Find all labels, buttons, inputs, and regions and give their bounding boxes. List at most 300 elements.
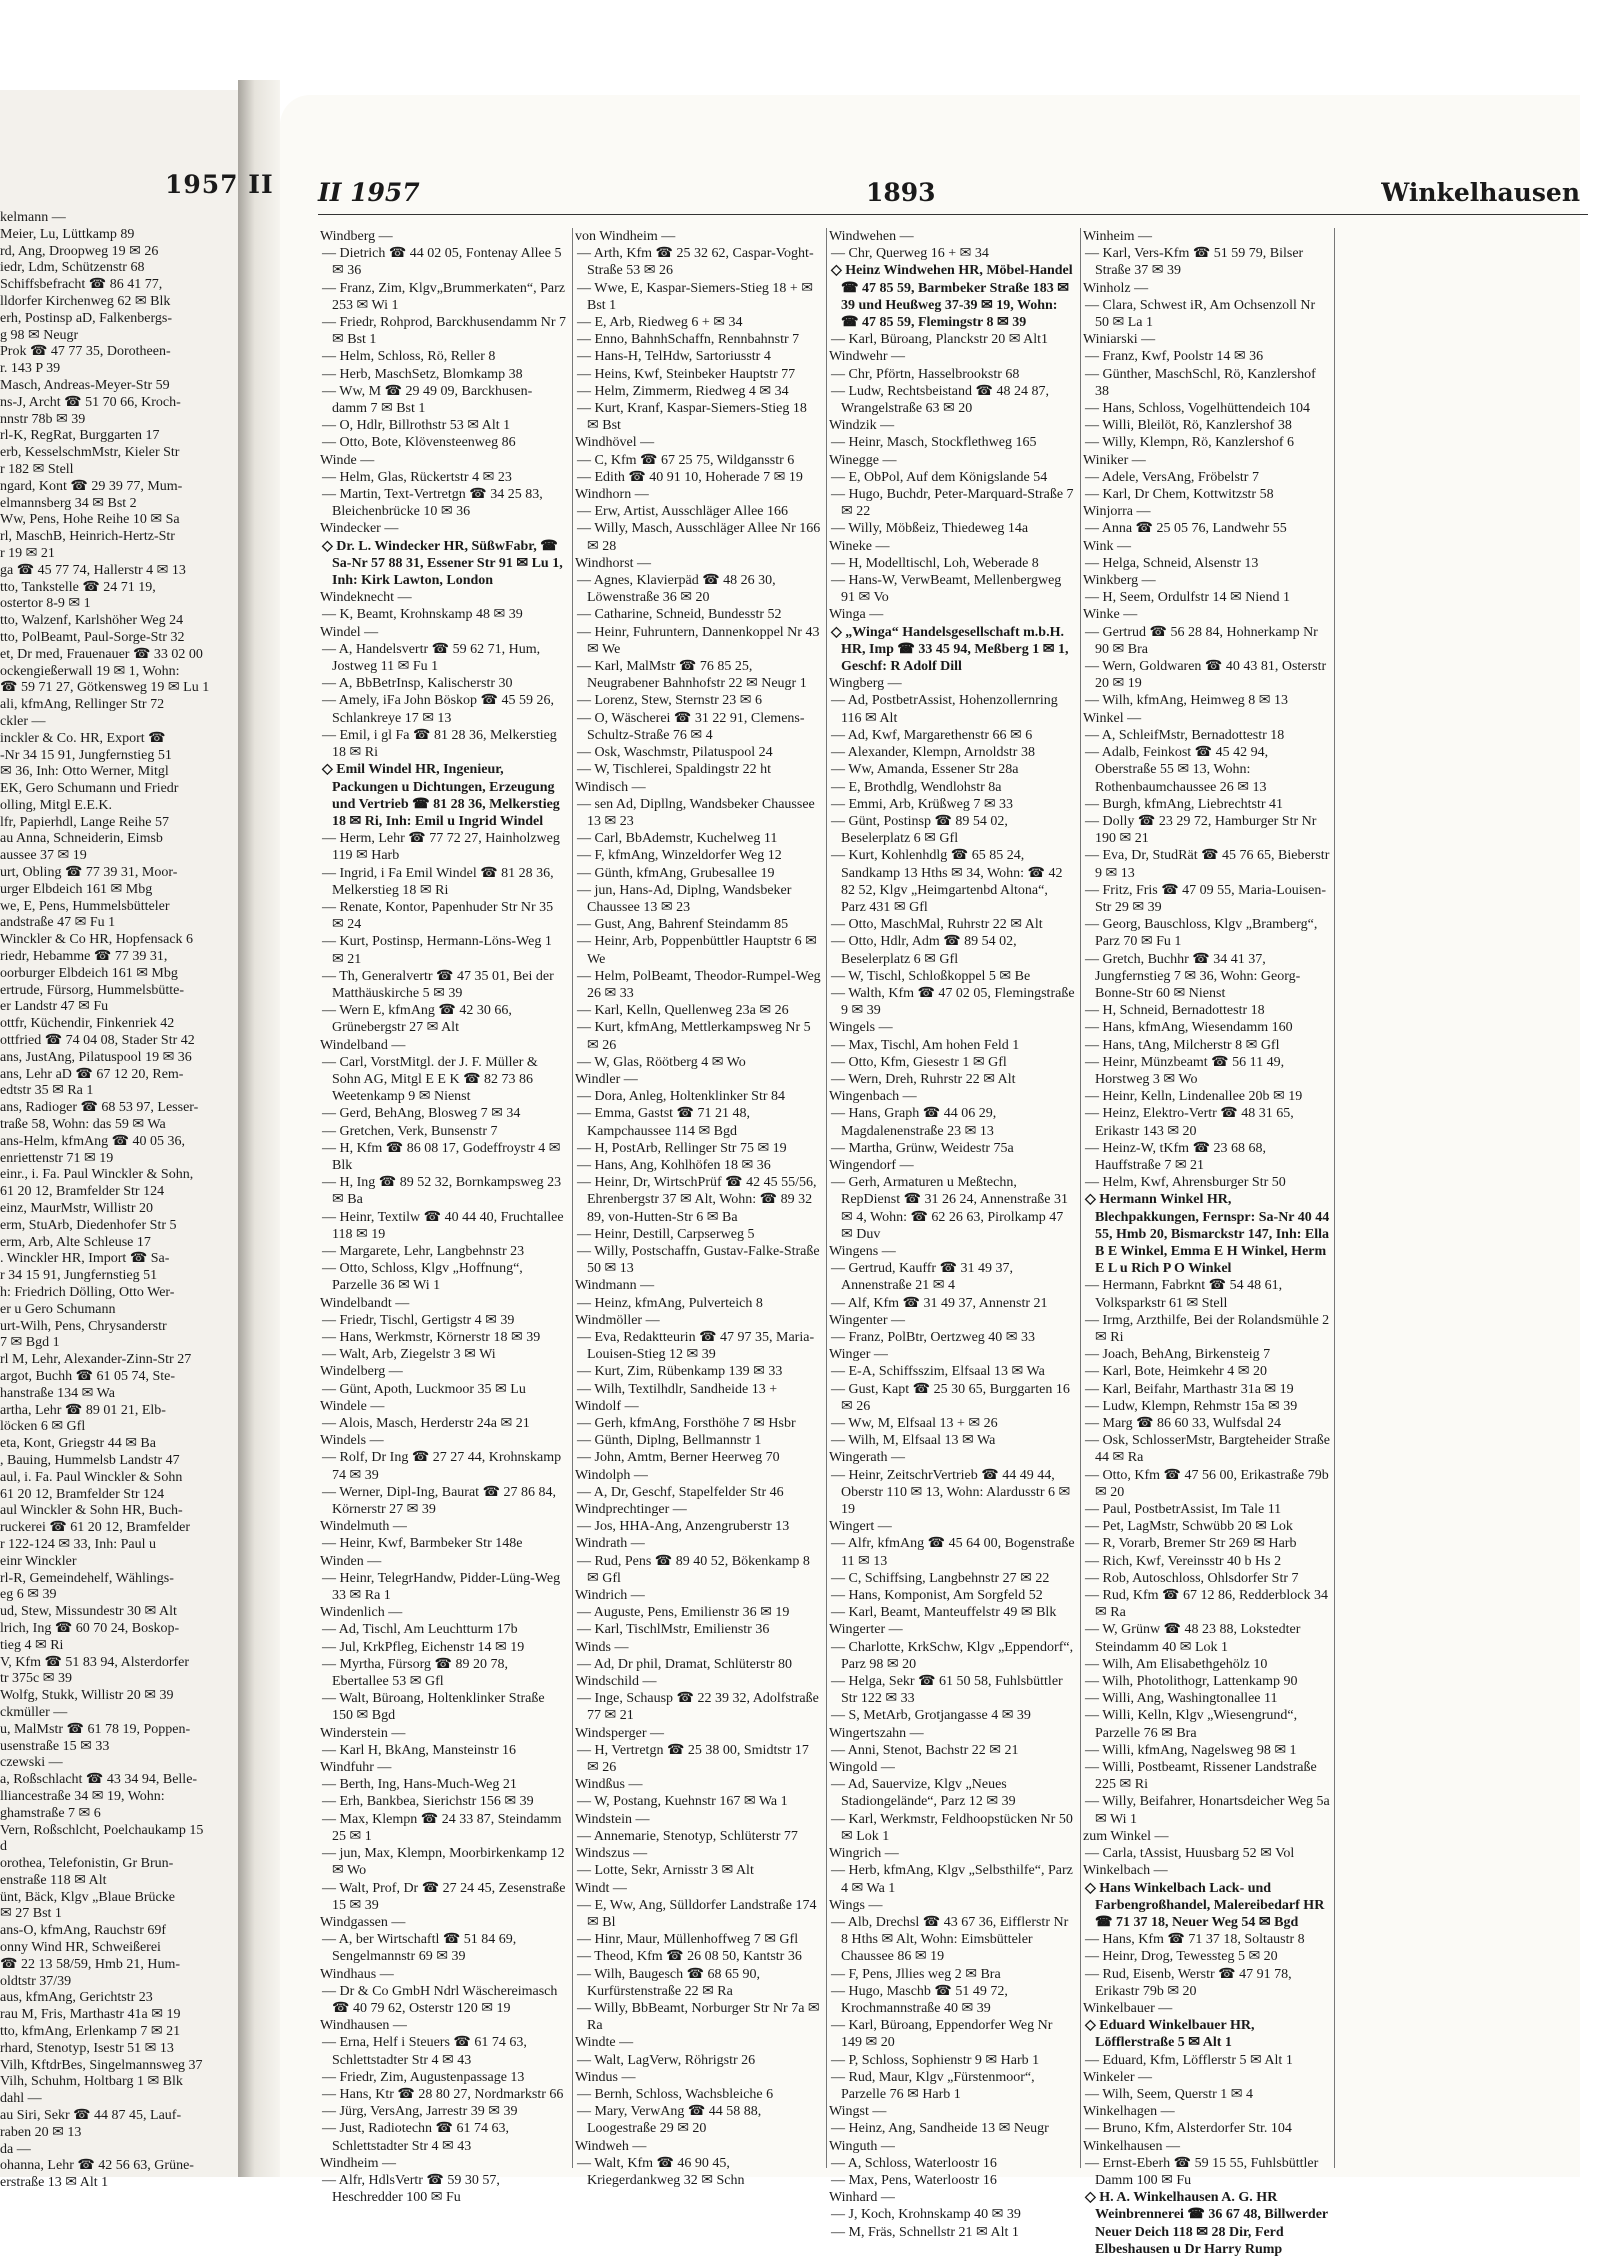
firm-entry: ◇ Emil Windel HR, Ingenieur, Packungen u Dichtungen, Erzeugung und Vertrieb ☎ 81 28 36, Melkerstieg 18 ✉ Ri, Inh: Emil u Ingrid Windel xyxy=(322,762,560,829)
directory-entry: — Carl, BbAdemstr, Kuchelweg 11 xyxy=(577,831,778,847)
directory-entry: — Walt, LagVerw, Röhrigstr 26 xyxy=(577,2052,756,2068)
surname-heading: Winds — xyxy=(575,1639,629,1655)
left-page-line: eta, Kont, Griegstr 44 ✉ Ba xyxy=(0,1436,156,1452)
surname-heading: Windelband — xyxy=(320,1037,406,1053)
left-page-line: r 34 15 91, Jungfernstieg 51 xyxy=(0,1268,158,1284)
left-page-line: czewski — xyxy=(0,1755,63,1771)
left-page-line: Meier, Lu, Lüttkamp 89 xyxy=(0,226,135,242)
left-page-line: urt-Wilh, Pens, Chrysanderstr xyxy=(0,1318,167,1334)
directory-entry: — Willi, Bleilöt, Rö, Kanzlershof 38 xyxy=(1085,418,1292,434)
left-page-line: oorburger Elbdeich 161 ✉ Mbg xyxy=(0,965,178,981)
directory-entry: — Kurt, kfmAng, Mettlerkampsweg Nr 5 ✉ 26 xyxy=(577,1020,811,1053)
surname-heading: Windrich — xyxy=(575,1588,645,1604)
directory-entry: — Erw, Artist, Ausschläger Allee 166 xyxy=(577,504,789,520)
surname-heading: Winjorra — xyxy=(1083,504,1151,520)
left-page-line: u, MalMstr ☎ 61 78 19, Poppen- xyxy=(0,1721,191,1737)
left-page-line: aussee 37 ✉ 19 xyxy=(0,848,87,864)
left-page-line: iedr, Ldm, Schützenstr 68 xyxy=(0,260,145,276)
surname-heading: Windmann — xyxy=(575,1278,655,1294)
left-page-line: Ww, Pens, Hohe Reihe 10 ✉ Sa xyxy=(0,512,180,528)
directory-entry: — Erna, Helf i Steuers ☎ 61 74 63, Schlettstadter Str 4 ✉ 43 xyxy=(322,2035,527,2068)
directory-column-5 xyxy=(1334,228,1586,2168)
left-page-line: ✉ 36, Inh: Otto Werner, Mitgl xyxy=(0,764,169,780)
directory-entry: — C, Kfm ☎ 67 25 75, Wildgansstr 6 xyxy=(577,452,795,468)
left-page-line: rau M, Fris, Marthastr 41a ✉ 19 xyxy=(0,2007,181,2023)
surname-heading: Winguth — xyxy=(829,2138,895,2154)
directory-entry: — Heinr, Textilw ☎ 40 44 40, Fruchtallee 118 ✉ 19 xyxy=(322,1209,564,1242)
directory-entry: — Jos, HHA-Ang, Anzengruberstr 13 xyxy=(577,1519,790,1535)
surname-heading: Windfuhr — xyxy=(320,1760,392,1776)
left-page-line: tto, Walzenf, Karlshöher Weg 24 xyxy=(0,613,184,629)
directory-entry: — Heinr, Fuhruntern, Dannenkoppel Nr 43 ✉ We xyxy=(577,624,820,657)
left-page-line: r. 143 P 39 xyxy=(0,361,61,377)
directory-entry: — Gretch, Buchhr ☎ 34 41 37, Jungfernstieg 7 ✉ 36, Wohn: Georg-Bonne-Str 60 ✉ Nienst xyxy=(1085,951,1301,1001)
directory-entry: — Bernh, Schloss, Wachsbleiche 6 xyxy=(577,2086,774,2102)
directory-entry: — Hans, tAng, Milcherstr 8 ✉ Gfl xyxy=(1085,1037,1280,1053)
left-page-line: we, E, Pens, Hummelsbütteler xyxy=(0,898,170,914)
left-page-line: ud, Stew, Missundestr 30 ✉ Alt xyxy=(0,1604,177,1620)
surname-heading: Winderstein — xyxy=(320,1725,406,1741)
left-page-line: da — xyxy=(0,2141,31,2157)
directory-entry: — Dr & Co GmbH Ndrl Wäschereimasch ☎ 40 79 62, Osterstr 120 ✉ 19 xyxy=(322,1983,558,2016)
directory-entry: — Wilh, M, Elfsaal 13 ✉ Wa xyxy=(831,1433,996,1449)
surname-heading: von Windheim — xyxy=(575,229,676,244)
directory-entry: — Ww, M ☎ 29 49 09, Barckhusen-damm 7 ✉ Bst 1 xyxy=(322,383,533,417)
directory-entry: — Helga, Schneid, Alsenstr 13 xyxy=(1085,555,1259,571)
left-page-line: 61 20 12, Bramfelder Str 124 xyxy=(0,1486,165,1502)
directory-entry: — Ad, Dr phil, Dramat, Schlüterstr 80 xyxy=(577,1656,793,1672)
directory-entry: — Alfr, HdlsVertr ☎ 59 30 57, Heschredder 100 ✉ Fu xyxy=(322,2172,500,2206)
directory-entry: — Inge, Schausp ☎ 22 39 32, Adolfstraße 77 ✉ 21 xyxy=(577,1691,819,1724)
directory-entry: — Emma, Gastst ☎ 71 21 48, Kampchaussee 114 ✉ Bgd xyxy=(577,1106,750,1139)
directory-entry: — Helm, Schloss, Rö, Reller 8 xyxy=(322,349,496,365)
directory-entry: — W, Tischl, Schloßkoppel 5 ✉ Be xyxy=(831,968,1031,984)
directory-entry: — Helm, Kwf, Ahrensburger Str 50 xyxy=(1085,1175,1286,1191)
left-page-line: Winckler & Co HR, Hopfensack 6 xyxy=(0,932,194,948)
surname-heading: Winiker — xyxy=(1083,452,1146,468)
directory-columns xyxy=(318,228,1588,2257)
left-page-line: lliancestraße 34 ✉ 19, Wohn: xyxy=(0,1788,165,1804)
directory-entry: — Myrtha, Fürsorg ☎ 89 20 78, Ebertallee 53 ✉ Gfl xyxy=(322,1656,508,1690)
directory-entry: — E, Arb, Riedweg 6 + ✉ 34 xyxy=(577,315,743,331)
left-page-line: enriettenstr 71 ✉ 19 xyxy=(0,1150,114,1166)
surname-heading: Windweh — xyxy=(575,2138,647,2154)
firm-entry: ◇ Dr. L. Windecker HR, SüßwFabr, ☎ Sa-Nr 57 88 31, Essener Str 91 ✉ Lu 1, Inh: Kirk Lawton, London xyxy=(322,538,563,589)
directory-entry: — Eva, Redaktteurin ☎ 47 97 35, Maria-Louisen-Stieg 12 ✉ 39 xyxy=(577,1330,815,1363)
left-page-line: ruckerei ☎ 61 20 12, Bramfelder xyxy=(0,1520,191,1536)
directory-entry: — Heinr, Arb, Poppenbüttler Hauptstr 6 ✉ We xyxy=(577,934,817,967)
directory-entry: — Wilh, Am Elisabethgehölz 10 xyxy=(1085,1656,1268,1672)
directory-entry: — Willy, Klempn, Rö, Kanzlershof 6 xyxy=(1085,435,1295,451)
directory-entry: — Emil, i gl Fa ☎ 81 28 36, Melkerstieg 18 ✉ Ri xyxy=(322,727,557,761)
header-keyword: Winkelhausen xyxy=(1381,178,1580,207)
directory-entry: — Chr, Pförtn, Hasselbrookstr 68 xyxy=(831,366,1020,382)
directory-entry: — H, PostArb, Rellinger Str 75 ✉ 19 xyxy=(577,1140,787,1156)
left-page-line: ockengießerwall 19 ✉ 1, Wohn: xyxy=(0,663,180,679)
directory-entry: — A, Dr, Geschf, Stapelfelder Str 46 xyxy=(577,1484,784,1500)
surname-heading: Wingendorf — xyxy=(829,1157,914,1173)
surname-heading: Windolf — xyxy=(575,1398,639,1414)
firm-entry: ◇ H. A. Winkelhausen A. G. HR Weinbrennerei ☎ 36 67 48, Billwerder Neuer Deich 118 ✉ 28 Dir, Ferd Elbeshausen u Dr Harry Rump xyxy=(1085,2190,1328,2257)
directory-entry: — Agnes, Klavierpäd ☎ 48 26 30, Löwenstraße 36 ✉ 20 xyxy=(577,573,776,606)
left-page-line: oldtstr 37/39 xyxy=(0,1973,72,1989)
directory-entry: — Friedr, Tischl, Gertigstr 4 ✉ 39 xyxy=(322,1312,515,1328)
directory-entry: — Amely, iFa John Böskop ☎ 45 59 26, Schlankreye 17 ✉ 13 xyxy=(322,693,554,726)
left-page-line: tto, PolBeamt, Paul-Sorge-Str 32 xyxy=(0,629,185,645)
left-page-line: erh, Postinsp aD, Falkenbergs- xyxy=(0,310,172,326)
left-page-line: nnstr 78b ✉ 39 xyxy=(0,411,86,427)
directory-entry: — Heinr, Dr, WirtschPrüf ☎ 42 45 55/56, Ehrenbergstr 37 ✉ Alt, Wohn: ☎ 89 32 89, von-Hutten-Str 6 ✉ Ba xyxy=(577,1175,817,1225)
surname-heading: Windheim — xyxy=(320,2155,397,2171)
left-page-line: h: Friedrich Dölling, Otto Wer- xyxy=(0,1285,175,1300)
directory-entry: — Heinr, Masch, Stockflethweg 165 xyxy=(831,435,1037,451)
surname-heading: Windhausen — xyxy=(320,2018,407,2034)
directory-entry: — Max, Klempn ☎ 24 33 87, Steindamm 25 ✉ 1 xyxy=(322,1811,562,1844)
directory-entry: — Herm, Lehr ☎ 77 72 27, Hainholzweg 119 ✉ Harb xyxy=(322,831,560,864)
directory-entry: — A, Handelsvertr ☎ 59 62 71, Hum, Jostweg 11 ✉ Fu 1 xyxy=(322,641,541,675)
directory-entry: — Günth, Diplng, Bellmannstr 1 xyxy=(577,1433,762,1449)
directory-entry: — Karl, Büroang, Planckstr 20 ✉ Alt1 xyxy=(831,332,1049,348)
surname-heading: Wingenter — xyxy=(829,1312,906,1328)
left-page-line: aus, kfmAng, Gerichtstr 23 xyxy=(0,1990,153,2006)
directory-entry: — Helm, Zimmerm, Riedweg 4 ✉ 34 xyxy=(577,383,789,399)
directory-entry: — Hans, Schloss, Vogelhüttendeich 104 xyxy=(1085,401,1311,417)
directory-entry: — Renate, Kontor, Papenhuder Str Nr 35 ✉ 24 xyxy=(322,899,554,933)
directory-entry: — Eduard, Kfm, Löfflerstr 5 ✉ Alt 1 xyxy=(1085,2052,1293,2068)
directory-entry: — Karl, TischlMstr, Emilienstr 36 xyxy=(577,1622,770,1638)
directory-entry: — John, Amtm, Berner Heerweg 70 xyxy=(577,1450,780,1466)
directory-entry: — Osk, SchlosserMstr, Bargteheider Straße 44 ✉ Ra xyxy=(1085,1433,1330,1466)
left-page-line: lrich, Ing ☎ 60 70 24, Boskop- xyxy=(0,1620,180,1636)
surname-heading: Wingerter — xyxy=(829,1622,903,1638)
left-page-line: Masch, Andreas-Meyer-Str 59 xyxy=(0,377,170,393)
surname-heading: Wingens — xyxy=(829,1243,896,1259)
left-page-line: artha, Lehr ☎ 89 01 21, Elb- xyxy=(0,1402,166,1418)
directory-entry: — Hans-W, VerwBeamt, Mellenbergweg 91 ✉ Vo xyxy=(831,573,1062,606)
firm-entry: ◇ Heinz Windwehen HR, Möbel-Handel ☎ 47 85 59, Barmbeker Straße 183 ✉ 39 und Heußweg 37-39 ✉ 19, Wohn: ☎ 47 85 59, Flemingstr 8 ✉ 39 xyxy=(831,263,1073,331)
directory-entry: — Osk, Waschmstr, Pilatuspool 24 xyxy=(577,745,773,761)
surname-heading: Winkelbach — xyxy=(1083,1863,1168,1879)
surname-heading: Windsperger — xyxy=(575,1725,664,1741)
directory-entry: — Alb, Drechsl ☎ 43 67 36, Eifflerstr Nr 8 Hths ✉ Alt, Wohn: Eimsbütteler Chaussee 86 ✉ 19 xyxy=(831,1914,1069,1965)
directory-entry: — Martin, Text-Vertretgn ☎ 34 25 83, Bleichenbrücke 10 ✉ 36 xyxy=(322,487,543,520)
directory-entry: — Hans, Komponist, Am Sorgfeld 52 xyxy=(831,1588,1043,1604)
directory-entry: — Hugo, Maschb ☎ 51 49 72, Krochmannstraße 40 ✉ 39 xyxy=(831,1983,1008,2016)
left-page-line: erb, KesselschmMstr, Kieler Str xyxy=(0,445,180,461)
surname-heading: Windt — xyxy=(575,1880,627,1896)
directory-entry: — Friedr, Rohprod, Barckhusendamm Nr 7 ✉ Bst 1 xyxy=(322,315,567,348)
left-page-line: ünt, Bäck, Klgv „Blaue Brücke xyxy=(0,1889,175,1905)
directory-entry: — Heinz, Ang, Sandheide 13 ✉ Neugr xyxy=(831,2121,1049,2137)
directory-entry: — Günther, MaschSchl, Rö, Kanzlershof 38 xyxy=(1085,366,1316,399)
left-page-line: erstraße 13 ✉ Alt 1 xyxy=(0,2175,109,2191)
directory-entry: — Max, Tischl, Am hohen Feld 1 xyxy=(831,1037,1020,1053)
left-page-line: tr 375c ✉ 39 xyxy=(0,1671,72,1687)
directory-entry: — Werner, Dipl-Ing, Baurat ☎ 27 86 84, Körnerstr 27 ✉ 39 xyxy=(322,1484,557,1518)
left-page-line: ans-O, kfmAng, Rauchstr 69f xyxy=(0,1923,167,1939)
directory-entry: — Chr, Querweg 16 + ✉ 34 xyxy=(831,246,989,262)
directory-entry: — Rud, Pens ☎ 89 40 52, Bökenkamp 8 ✉ Gfl xyxy=(577,1553,810,1586)
left-page-line: ☎ 59 71 27, Götkensweg 19 ✉ Lu 1 xyxy=(0,680,210,696)
directory-entry: — Dolly ☎ 23 29 72, Hamburger Str Nr 190 ✉ 21 xyxy=(1085,813,1317,847)
surname-heading: Windschild — xyxy=(575,1674,657,1690)
directory-entry: — Walt, Büroang, Holtenklinker Straße 150 ✉ Bgd xyxy=(322,1691,545,1724)
directory-entry: — Dietrich ☎ 44 02 05, Fontenay Allee 5 ✉ 36 xyxy=(322,246,562,279)
directory-entry: — Willi, Postbeamt, Rissener Landstraße 225 ✉ Ri xyxy=(1085,1760,1317,1793)
surname-heading: Winhard — xyxy=(829,2190,895,2206)
directory-entry: — Rob, Autoschloss, Ohlsdorfer Str 7 xyxy=(1085,1570,1299,1586)
surname-heading: Windgassen — xyxy=(320,1914,406,1930)
book-gutter xyxy=(238,80,280,2177)
directory-entry: — A, Schloss, Waterloostr 16 xyxy=(831,2155,997,2171)
directory-entry: — Max, Pens, Waterloostr 16 xyxy=(831,2172,997,2188)
directory-entry: — Wwe, E, Kaspar-Siemers-Stieg 18 + ✉ Bst 1 xyxy=(577,280,814,313)
surname-heading: Windolph — xyxy=(575,1467,648,1483)
directory-entry: — Th, Generalvertr ☎ 47 35 01, Bei der Matthäuskirche 5 ✉ 39 xyxy=(322,968,554,1001)
left-page-line: Vilh, Schuhm, Holtbarg 1 ✉ Blk xyxy=(0,2074,183,2090)
directory-entry: — E-A, Schiffsszim, Elfsaal 13 ✉ Wa xyxy=(831,1364,1045,1380)
surname-heading: Wingert — xyxy=(829,1519,892,1535)
directory-entry: — Willi, Kelln, Klgv „Wiesengrund“, Parzelle 76 ✉ Bra xyxy=(1085,1708,1298,1741)
directory-entry: — Rud, Maur, Klgv „Fürstenmoor“, Parzelle 76 ✉ Harb 1 xyxy=(831,2069,1035,2102)
directory-entry: — Ingrid, i Fa Emil Windel ☎ 81 28 36, Melkerstieg 18 ✉ Ri xyxy=(322,865,554,898)
directory-entry: — Otto, Bote, Klövensteenweg 86 xyxy=(322,435,516,451)
directory-entry: — Erh, Bankbea, Sierichstr 156 ✉ 39 xyxy=(322,1794,534,1810)
directory-entry: — Ludw, Rechtsbeistand ☎ 48 24 87, Wrangelstraße 63 ✉ 20 xyxy=(831,383,1049,417)
left-page-line: edtstr 35 ✉ Ra 1 xyxy=(0,1083,94,1099)
directory-entry: — Wern, Goldwaren ☎ 40 43 81, Osterstr 20 ✉ 19 xyxy=(1085,659,1327,692)
directory-entry: — Arth, Kfm ☎ 25 32 62, Caspar-Voght-Straße 53 ✉ 26 xyxy=(577,246,814,279)
directory-entry: — Ad, Kwf, Margarethenstr 66 ✉ 6 xyxy=(831,727,1033,743)
directory-entry: — Karl, Kelln, Quellenweg 23a ✉ 26 xyxy=(577,1003,789,1019)
left-page-line: 7 ✉ Bgd 1 xyxy=(0,1335,60,1351)
directory-entry: — C, Schiffsing, Langbehnstr 27 ✉ 22 xyxy=(831,1570,1050,1586)
directory-entry: — Georg, Bauschloss, Klgv „Bramberg“, Parz 70 ✉ Fu 1 xyxy=(1085,917,1318,950)
left-page-line: rd, Ang, Droopweg 19 ✉ 26 xyxy=(0,243,159,259)
left-page-line: d xyxy=(0,1839,7,1855)
directory-entry: — H, Vertretgn ☎ 25 38 00, Smidtstr 17 ✉ 26 xyxy=(577,1742,809,1776)
left-page-line: riedr, Hebamme ☎ 77 39 31, xyxy=(0,949,168,965)
left-page-line: eg 6 ✉ 39 xyxy=(0,1587,57,1603)
directory-entry: — H, Ing ☎ 89 52 32, Bornkampsweg 23 ✉ Ba xyxy=(322,1175,562,1208)
directory-entry: — Alf, Kfm ☎ 31 49 37, Annenstr 21 xyxy=(831,1295,1048,1311)
directory-entry: — Karl, Vers-Kfm ☎ 51 59 79, Bilser Straße 37 ✉ 39 xyxy=(1085,246,1304,279)
directory-entry: — Wilh, Photolithogr, Lattenkamp 90 xyxy=(1085,1674,1298,1690)
left-page-line: tto, Tankstelle ☎ 24 71 19, xyxy=(0,579,156,595)
left-page-line: hanstraße 134 ✉ Wa xyxy=(0,1385,115,1401)
left-page-line: tieg 4 ✉ Ri xyxy=(0,1637,64,1653)
left-page-line: ertrude, Fürsorg, Hummelsbütte- xyxy=(0,982,185,998)
directory-entry: — Heinz, Elektro-Vertr ☎ 48 31 65, Erikastr 143 ✉ 20 xyxy=(1085,1106,1294,1139)
directory-entry: — Hinr, Maur, Müllenhoffweg 7 ✉ Gfl xyxy=(577,1932,799,1948)
surname-heading: Wingertszahn — xyxy=(829,1725,924,1741)
surname-heading: Windhaus — xyxy=(320,1966,394,1982)
directory-entry: — Heinr, Drog, Tewessteg 5 ✉ 20 xyxy=(1085,1949,1278,1965)
directory-entry: — Hans, Ktr ☎ 28 80 27, Nordmarkstr 66 xyxy=(322,2086,564,2102)
left-page-line: ga ☎ 45 77 74, Hallerstr 4 ✉ 13 xyxy=(0,562,186,578)
surname-heading: Windberg — xyxy=(320,229,393,244)
directory-entry: — Hans, kfmAng, Wiesendamm 160 xyxy=(1085,1020,1293,1036)
directory-entry: — Gertrud, Kauffr ☎ 31 49 37, Annenstraße 21 ✉ 4 xyxy=(831,1261,1014,1294)
directory-entry: — Willy, Beifahrer, Honartsdeicher Weg 5a ✉ Wi 1 xyxy=(1085,1794,1330,1827)
directory-entry: — Wilh, Textilhdlr, Sandheide 13 + xyxy=(577,1381,778,1397)
left-page-line: . Winckler HR, Import ☎ Sa- xyxy=(0,1251,170,1267)
left-page-line: lfr, Papierhdl, Lange Reihe 57 xyxy=(0,814,169,830)
left-page-header: 1957 II xyxy=(165,170,274,199)
surname-heading: Winga — xyxy=(829,607,884,623)
directory-entry: — Walth, Kfm ☎ 47 02 05, Flemingstraße 9 ✉ 39 xyxy=(831,985,1075,1019)
left-page-line: 61 20 12, Bramfelder Str 124 xyxy=(0,1184,165,1200)
left-page-line: ohanna, Lehr ☎ 42 56 63, Grüne- xyxy=(0,2158,194,2174)
left-page-line: rl M, Lehr, Alexander-Zinn-Str 27 xyxy=(0,1352,192,1368)
directory-entry: — Ludw, Klempn, Rehmstr 15a ✉ 39 xyxy=(1085,1398,1298,1414)
directory-entry: — Ww, Amanda, Essener Str 28a xyxy=(831,762,1019,778)
left-page-line: kelmann — xyxy=(0,210,66,225)
directory-column-1 xyxy=(318,228,569,2206)
directory-entry: — Hermann, Fabrknt ☎ 54 48 61, Volksparkstr 61 ✉ Stell xyxy=(1085,1278,1283,1311)
surname-heading: Windhövel — xyxy=(575,435,655,451)
surname-heading: Windelberg — xyxy=(320,1364,403,1380)
surname-heading: Winheim — xyxy=(1083,229,1153,244)
surname-heading: Winkelhagen — xyxy=(1083,2104,1175,2120)
directory-entry: — Helga, Sekr ☎ 61 50 58, Fuhlsbüttler Str 122 ✉ 33 xyxy=(831,1674,1063,1707)
left-page-line: ckler — xyxy=(0,713,46,729)
directory-entry: — Heinz-W, tKfm ☎ 23 68 68, Hauffstraße 7 ✉ 21 xyxy=(1085,1140,1267,1173)
left-page-line: Prok ☎ 47 77 35, Dorotheen- xyxy=(0,344,171,360)
directory-entry: — W, Grünw ☎ 48 23 88, Lokstedter Steindamm 40 ✉ Lok 1 xyxy=(1085,1622,1301,1655)
surname-heading: Windisch — xyxy=(575,779,646,795)
directory-entry: — Heinr, Kelln, Lindenallee 20b ✉ 19 xyxy=(1085,1089,1303,1105)
left-page-line: Wolfg, Stukk, Willistr 20 ✉ 39 xyxy=(0,1688,174,1704)
directory-entry: — S, MetArb, Grotjangasse 4 ✉ 39 xyxy=(831,1708,1031,1724)
directory-entry: — Kurt, Kohlenhdlg ☎ 65 85 24, Sandkamp 13 Hths ✉ 34, Wohn: ☎ 42 82 52, Klgv „Heimgartenbd Altona“, Parz 431 ✉ Gfl xyxy=(831,848,1063,915)
directory-entry: — Kurt, Zim, Rübenkamp 139 ✉ 33 xyxy=(577,1364,783,1380)
left-page-line: et, Dr med, Frauenauer ☎ 33 02 00 xyxy=(0,646,203,662)
directory-entry: — Ad, Tischl, Am Leuchtturm 17b xyxy=(322,1622,518,1638)
left-page-line: lldorfer Kirchenweg 62 ✉ Blk xyxy=(0,293,171,309)
left-page-line: rl-K, RegRat, Burggarten 17 xyxy=(0,428,160,444)
directory-entry: — Hugo, Buchdr, Peter-Marquard-Straße 7 ✉ 22 xyxy=(831,487,1074,520)
directory-entry: — Otto, Kfm ☎ 47 56 00, Erikastraße 79b ✉ 20 xyxy=(1085,1467,1329,1500)
directory-entry: — E, Ww, Ang, Sülldorfer Landstraße 174 ✉ Bl xyxy=(577,1897,817,1930)
surname-heading: Winholz — xyxy=(1083,280,1149,296)
surname-heading: Windhorst — xyxy=(575,555,652,571)
directory-entry: — Ww, M, Elfsaal 13 + ✉ 26 xyxy=(831,1416,998,1432)
left-page-line: ans, Radioger ☎ 68 53 97, Lesser- xyxy=(0,1100,199,1116)
directory-entry: — Heinr, TelegrHandw, Pidder-Lüng-Weg 33 ✉ Ra 1 xyxy=(322,1570,561,1604)
surname-heading: Windenlich — xyxy=(320,1605,403,1621)
directory-entry: — Rud, Eisenb, Werstr ☎ 47 91 78, Erikastr 79b ✉ 20 xyxy=(1085,1966,1292,1999)
left-page-line: rl-R, Gemeindehelf, Wählings- xyxy=(0,1570,174,1586)
directory-entry: — Helm, PolBeamt, Theodor-Rumpel-Weg 26 ✉ 33 xyxy=(577,968,821,1001)
directory-entry: — Gust, Ang, Bahrenf Steindamm 85 xyxy=(577,917,789,933)
surname-heading: Windele — xyxy=(320,1398,385,1414)
directory-entry: — Carl, VorstMitgl. der J. F. Müller & Sohn AG, Mitgl E E K ☎ 82 73 86 Weetenkamp 9 ✉ Nienst xyxy=(322,1054,538,1105)
left-page-line: löcken 6 ✉ Gfl xyxy=(0,1419,86,1435)
directory-entry: — H, Seem, Ordulfstr 14 ✉ Niend 1 xyxy=(1085,590,1290,606)
directory-entry: — Wilh, Baugesch ☎ 68 65 90, Kurfürstenstraße 22 ✉ Ra xyxy=(577,1966,761,1999)
directory-entry: — Karl, Beamt, Manteuffelstr 49 ✉ Blk xyxy=(831,1605,1057,1621)
directory-entry: — H, Schneid, Bernadottestr 18 xyxy=(1085,1003,1265,1019)
surname-heading: Wingold — xyxy=(829,1760,895,1776)
firm-entry: ◇ Hans Winkelbach Lack- und Farbengroßhandel, Malereibedarf HR ☎ 71 37 18, Neuer Weg 54 ✉ Bgd xyxy=(1085,1880,1325,1930)
directory-entry: — Rolf, Dr Ing ☎ 27 27 44, Krohnskamp 74 ✉ 39 xyxy=(322,1450,562,1483)
surname-heading: Winiarski — xyxy=(1083,332,1156,348)
directory-entry: — P, Schloss, Sophienstr 9 ✉ Harb 1 xyxy=(831,2052,1040,2068)
surname-heading: Windus — xyxy=(575,2069,636,2085)
directory-entry: — Franz, PolBtr, Oertzweg 40 ✉ 33 xyxy=(831,1330,1036,1345)
directory-column-3 xyxy=(826,228,1078,2240)
left-page-line: er u Gero Schumann xyxy=(0,1301,116,1317)
directory-entry: — Jul, KrkPfleg, Eichenstr 14 ✉ 19 xyxy=(322,1639,525,1655)
left-page-line: ans, Lehr aD ☎ 67 12 20, Rem- xyxy=(0,1066,184,1082)
directory-entry: — Walt, Kfm ☎ 46 90 45, Kriegerdankweg 32 ✉ Schn xyxy=(577,2155,745,2188)
surname-heading: Wingst — xyxy=(829,2104,887,2120)
directory-entry: — Emmi, Arb, Krüßweg 7 ✉ 33 xyxy=(831,796,1014,812)
directory-entry: — Willy, BbBeamt, Norburger Str Nr 7a ✉ Ra xyxy=(577,2000,820,2034)
directory-entry: — A, BbBetrInsp, Kalischerstr 30 xyxy=(322,676,513,692)
directory-entry: — Otto, Hdlr, Adm ☎ 89 54 02, Beselerplatz 6 ✉ Gfl xyxy=(831,934,1017,967)
directory-entry: — Pet, LagMstr, Schwübb 20 ✉ Lok xyxy=(1085,1519,1293,1535)
directory-entry: — Berth, Ing, Hans-Much-Weg 21 xyxy=(322,1777,517,1793)
directory-entry: — Catharine, Schneid, Bundesstr 52 xyxy=(577,607,782,623)
left-page-line: olling, Mitgl E.E.K. xyxy=(0,797,112,813)
surname-heading: Windstein — xyxy=(575,1811,650,1827)
directory-entry: — Karl, Beifahr, Marthastr 31a ✉ 19 xyxy=(1085,1381,1294,1397)
directory-entry: — Willi, kfmAng, Nagelsweg 98 ✉ 1 xyxy=(1085,1742,1297,1758)
surname-heading: Wink — xyxy=(1083,538,1132,554)
page-number: 1893 xyxy=(866,178,936,207)
surname-heading: zum Winkel — xyxy=(1083,1828,1169,1844)
directory-entry: — Hans, Ang, Kohlhöfen 18 ✉ 36 xyxy=(577,1157,771,1173)
firm-entry: ◇ Hermann Winkel HR, Blechpakkungen, Fernspr: Sa-Nr 40 44 55, Hmb 20, Bismarckstr 147, Inh: Ella B E Winkel, Emma E H Winkel, Herm E L u Rich P O Winkel xyxy=(1085,1192,1330,1277)
surname-heading: Wingberg — xyxy=(829,676,902,692)
left-page-line: ✉ 27 Bst 1 xyxy=(0,1906,62,1922)
left-page-line: ns-J, Archt ☎ 51 70 66, Kroch- xyxy=(0,394,181,410)
surname-heading: Windßus — xyxy=(575,1777,643,1793)
firm-entry: ◇ „Winga“ Handelsgesellschaft m.b.H. HR, Imp ☎ 33 45 94, Meßberg 1 ✉ 1, Geschf: R Adolf Dill xyxy=(831,624,1069,675)
directory-entry: — Franz, Zim, Klgv„Brummerkaten“, Parz 253 ✉ Wi 1 xyxy=(322,280,565,313)
directory-entry: — Alois, Masch, Herderstr 24a ✉ 21 xyxy=(322,1416,530,1432)
directory-entry: — Hans, Graph ☎ 44 06 29, Magdalenenstraße 23 ✉ 13 xyxy=(831,1106,997,1139)
directory-entry: — Willy, Möbßeiz, Thiedeweg 14a xyxy=(831,521,1029,537)
directory-entry: — Theod, Kfm ☎ 26 08 50, Kantstr 36 xyxy=(577,1949,802,1965)
directory-entry: — Willy, Masch, Ausschläger Allee Nr 166 ✉ 28 xyxy=(577,521,821,554)
directory-entry: — W, Tischlerei, Spaldingstr 22 ht xyxy=(577,762,772,778)
left-page-line: inckler & Co. HR, Export ☎ xyxy=(0,730,166,746)
left-page-line: elmannsberg 34 ✉ Bst 2 xyxy=(0,495,137,511)
directory-entry: — Clara, Schwest iR, Am Ochsenzoll Nr 50 ✉ La 1 xyxy=(1085,297,1316,331)
left-page-line: einz, MaurMstr, Willistr 20 xyxy=(0,1201,153,1217)
surname-heading: Wingels — xyxy=(829,1020,893,1036)
directory-entry: — Alfr, kfmAng ☎ 45 64 00, Bogenstraße 11 ✉ 13 xyxy=(831,1536,1075,1569)
left-page-line: dahl — xyxy=(0,2091,42,2107)
directory-entry: — Karl, Werkmstr, Feldhoopstücken Nr 50 ✉ Lok 1 xyxy=(831,1811,1073,1844)
left-page-line: onny Wind HR, Schweißerei xyxy=(0,1940,161,1956)
directory-entry: — Günt, Postinsp ☎ 89 54 02, Beselerplatz 6 ✉ Gfl xyxy=(831,813,1008,847)
surname-heading: Winkelhausen — xyxy=(1083,2138,1181,2154)
left-page-line: andstraße 47 ✉ Fu 1 xyxy=(0,915,116,931)
left-page-line: rhard, Stenotyp, Isestr 51 ✉ 13 xyxy=(0,2040,174,2056)
surname-heading: Winke — xyxy=(1083,607,1138,623)
left-page-line: ☎ 22 13 58/59, Hmb 21, Hum- xyxy=(0,1956,180,1972)
left-page-line: au Anna, Schneiderin, Eimsb xyxy=(0,831,163,847)
surname-heading: Windels — xyxy=(320,1433,384,1449)
directory-entry: — Rich, Kwf, Vereinsstr 40 b Hs 2 xyxy=(1085,1553,1282,1569)
left-page-line: g 98 ✉ Neugr xyxy=(0,327,79,343)
directory-entry: — Eva, Dr, StudRät ☎ 45 76 65, Bieberstr 9 ✉ 13 xyxy=(1085,848,1330,881)
directory-entry: — Günt, Apoth, Luckmoor 35 ✉ Lu xyxy=(322,1381,526,1397)
